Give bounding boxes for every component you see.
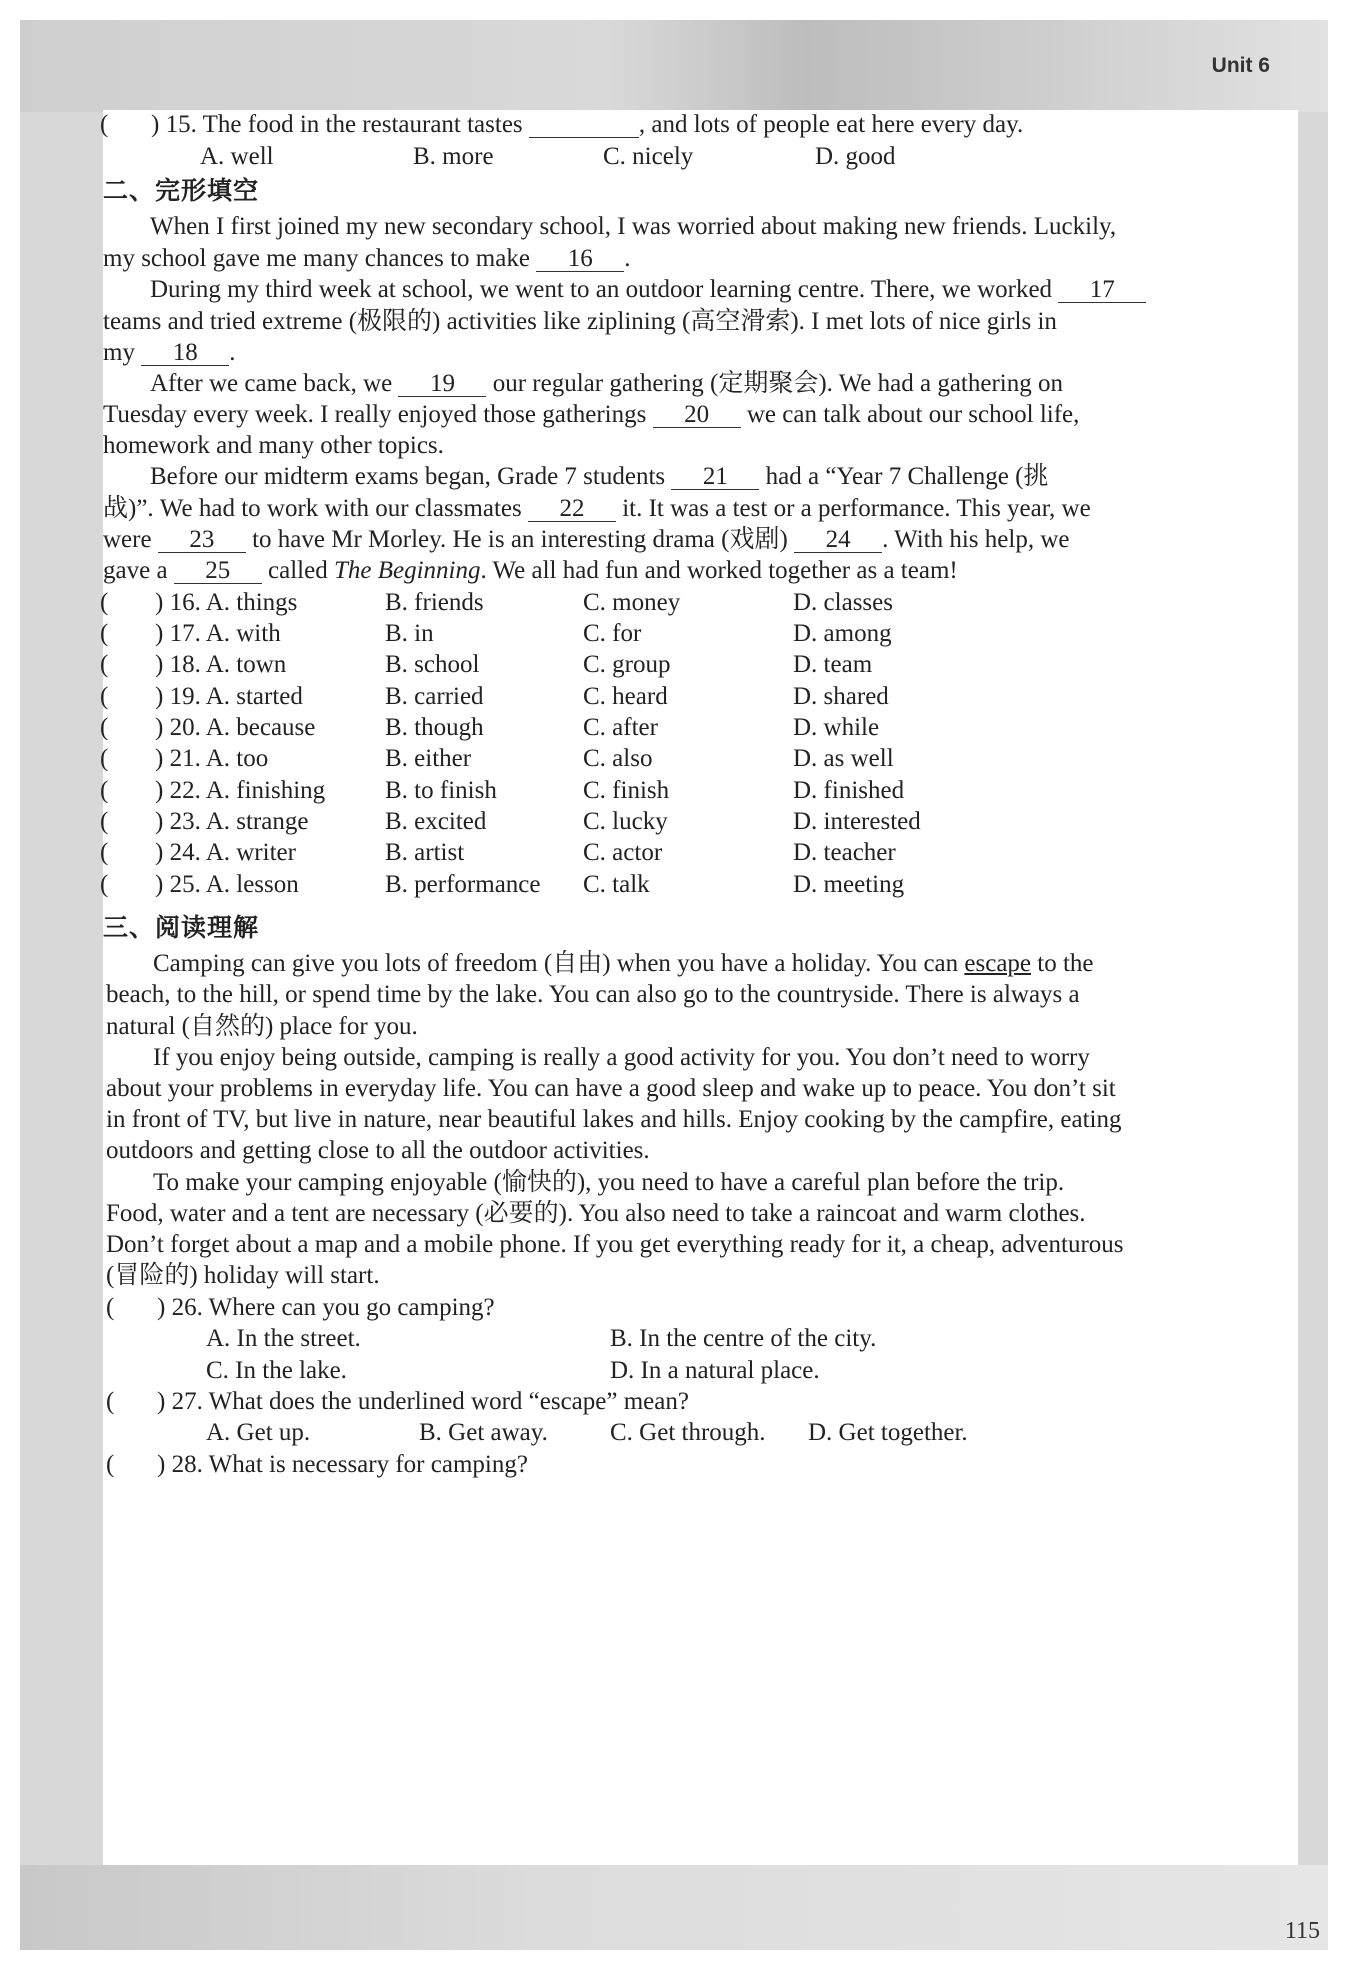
passage-line	[106, 1230, 1124, 1260]
option-b[interactable]: B. artist	[385, 839, 465, 866]
unit-label: Unit 6	[1211, 54, 1270, 77]
blank-number[interactable]: 22	[528, 497, 616, 522]
passage-line	[103, 338, 235, 368]
underlined-word: escape	[964, 950, 1032, 977]
header-band	[20, 20, 1328, 112]
option-d[interactable]: D. while	[793, 714, 880, 741]
option-c[interactable]: C. lucky	[583, 808, 668, 835]
question-27-options	[103, 1418, 1298, 1448]
option-a[interactable]: ) 18. A. town	[155, 651, 287, 678]
option-a[interactable]: ) 20. A. because	[155, 714, 316, 741]
blank-number[interactable]: 20	[653, 403, 741, 428]
question-26-options-2	[103, 1356, 1298, 1386]
cloze-question-row	[100, 838, 1298, 868]
footer-band	[20, 1865, 1328, 1950]
option-b[interactable]: B. carried	[385, 683, 484, 710]
option-b[interactable]: B. excited	[385, 808, 487, 835]
passage-text: Tuesday every week. I really enjoyed those gatherings	[103, 401, 653, 428]
option-c[interactable]: C. actor	[583, 839, 663, 866]
answer-paren[interactable]: (	[106, 1294, 115, 1321]
blank-number[interactable]: 16	[536, 247, 624, 272]
option-d[interactable]: D. meeting	[793, 871, 905, 898]
option-d[interactable]: D. classes	[793, 589, 893, 616]
passage-text: beach, to the hill, or spend time by the lake. You can also go to the countryside. There is always a	[106, 981, 1080, 1008]
option-c[interactable]: C. after	[583, 714, 658, 741]
passage-line	[153, 1043, 1090, 1073]
passage-text: teams and tried extreme (极限的) activities like ziplining (高空滑索). I met lots of nice girls in	[103, 308, 1057, 335]
option-d[interactable]: D. good	[815, 143, 896, 170]
option-c[interactable]: C. Get through.	[610, 1419, 766, 1446]
question-15-options	[103, 142, 1298, 172]
answer-paren[interactable]: (	[100, 651, 109, 678]
blank-number[interactable]: 23	[158, 528, 246, 553]
answer-blank[interactable]	[529, 113, 639, 138]
answer-paren[interactable]: (	[100, 745, 109, 772]
option-b[interactable]: B. school	[385, 651, 480, 678]
passage-text: Camping can give you lots of freedom (自由) when you have a holiday. You can	[153, 950, 965, 977]
passage-text: .	[624, 245, 631, 272]
answer-paren[interactable]: (	[106, 1388, 115, 1415]
cloze-question-row	[100, 744, 1298, 774]
passage-line	[103, 525, 1069, 555]
passage-text: to the	[1031, 950, 1094, 977]
stem-text: ) 15. The food in the restaurant tastes	[151, 111, 523, 138]
passage-text: we can talk about our school life,	[740, 401, 1080, 428]
option-a[interactable]: A. well	[200, 143, 274, 170]
blank-number[interactable]: 25	[174, 559, 262, 584]
cloze-question-row	[100, 619, 1298, 649]
passage-text: my school gave me many chances to make	[103, 245, 537, 272]
passage-text: my	[103, 339, 142, 366]
option-c[interactable]: C. talk	[583, 871, 650, 898]
option-d[interactable]: D. finished	[793, 777, 905, 804]
passage-text: Food, water and a tent are necessary (必要的). You also need to take a raincoat and warm clothes.	[106, 1200, 1086, 1227]
passage-line	[106, 980, 1080, 1010]
passage-text: it. It was a test or a performance. This year, we	[615, 495, 1091, 522]
answer-paren[interactable]: (	[100, 777, 109, 804]
answer-paren[interactable]: (	[100, 683, 109, 710]
passage-text: Don’t forget about a map and a mobile phone. If you get everything ready for it, a cheap, adventurous	[106, 1231, 1124, 1258]
answer-paren[interactable]: (	[100, 111, 109, 138]
question-stem	[151, 110, 1023, 140]
option-c[interactable]: C. for	[583, 620, 642, 647]
answer-paren[interactable]: (	[100, 589, 109, 616]
title-text: The Beginning	[333, 557, 481, 584]
cloze-question-row	[100, 807, 1298, 837]
passage-text: about your problems in everyday life. You can have a good sleep and wake up to peace. You don’t sit	[106, 1075, 1116, 1102]
passage-line	[106, 1199, 1086, 1229]
cloze-question-row	[100, 682, 1298, 712]
passage-text: (冒险的) holiday will start.	[106, 1262, 380, 1289]
passage-text: .	[229, 339, 236, 366]
passage-text: to have Mr Morley. He is an interesting drama (戏剧)	[245, 526, 795, 553]
option-c[interactable]: C. also	[583, 745, 653, 772]
passage-line	[106, 1012, 418, 1042]
passage-line	[150, 275, 1146, 305]
passage-line	[150, 369, 1063, 399]
passage-line	[150, 462, 1048, 492]
option-b[interactable]: B. In the centre of the city.	[610, 1325, 877, 1352]
answer-paren[interactable]: (	[100, 808, 109, 835]
option-a[interactable]: ) 25. A. lesson	[155, 871, 299, 898]
blank-number[interactable]: 18	[141, 341, 229, 366]
passage-line	[103, 494, 1091, 524]
question-26-options-1	[103, 1324, 1298, 1354]
option-a[interactable]: ) 21. A. too	[155, 745, 269, 772]
cloze-question-row	[100, 776, 1298, 806]
section-2-title: 二、完形填空	[103, 176, 260, 205]
option-c[interactable]: C. group	[583, 651, 671, 678]
option-c[interactable]: C. money	[583, 589, 681, 616]
passage-text: our regular gathering (定期聚会). We had a gathering on	[486, 370, 1063, 397]
question-stem: ) 26. Where can you go camping?	[157, 1294, 495, 1321]
answer-paren[interactable]: (	[100, 714, 109, 741]
cloze-question-row	[100, 588, 1298, 618]
option-b[interactable]: B. more	[413, 143, 494, 170]
blank-number[interactable]: 19	[398, 372, 486, 397]
option-a[interactable]: ) 17. A. with	[155, 620, 281, 647]
option-a[interactable]: A. In the street.	[206, 1325, 361, 1352]
option-d[interactable]: D. teacher	[793, 839, 896, 866]
passage-text: outdoors and getting close to all the outdoor activities.	[106, 1137, 650, 1164]
question-28	[103, 1450, 1298, 1480]
blank-number[interactable]: 21	[671, 465, 759, 490]
option-d[interactable]: D. as well	[793, 745, 894, 772]
page-number: 115	[1284, 1918, 1320, 1944]
option-c[interactable]: C. nicely	[603, 143, 694, 170]
passage-line	[150, 212, 1116, 242]
option-a[interactable]: A. Get up.	[206, 1419, 311, 1446]
passage-line	[103, 244, 630, 274]
option-b[interactable]: B. though	[385, 714, 484, 741]
answer-paren[interactable]: (	[106, 1451, 115, 1478]
passage-text: . With his help, we	[882, 526, 1070, 553]
worksheet-page	[100, 110, 1298, 1865]
cloze-question-row	[100, 650, 1298, 680]
option-c[interactable]: C. finish	[583, 777, 670, 804]
passage-line	[103, 307, 1057, 337]
passage-text: To make your camping enjoyable (愉快的), you need to have a careful plan before the trip.	[153, 1169, 1065, 1196]
option-a[interactable]: ) 23. A. strange	[155, 808, 309, 835]
passage-text: homework and many other topics.	[103, 432, 444, 459]
passage-line	[103, 400, 1079, 430]
option-a[interactable]: ) 19. A. started	[155, 683, 303, 710]
passage-text: had a “Year 7 Challenge (挑	[759, 463, 1049, 490]
option-a[interactable]: ) 22. A. finishing	[155, 777, 326, 804]
cloze-question-row	[100, 713, 1298, 743]
option-a[interactable]: ) 24. A. writer	[155, 839, 296, 866]
option-c[interactable]: C. In the lake.	[206, 1357, 347, 1384]
passage-text: During my third week at school, we went to an outdoor learning centre. There, we worked	[150, 276, 1059, 303]
passage-text: 战)”. We had to work with our classmates	[103, 495, 528, 522]
passage-text: Before our midterm exams began, Grade 7 students	[150, 463, 672, 490]
option-d[interactable]: D. team	[793, 651, 873, 678]
option-b[interactable]: B. performance	[385, 871, 541, 898]
passage-line	[153, 1168, 1064, 1198]
answer-paren[interactable]: (	[100, 839, 109, 866]
option-d[interactable]: D. among	[793, 620, 892, 647]
question-stem: ) 28. What is necessary for camping?	[157, 1451, 528, 1478]
option-d[interactable]: D. interested	[793, 808, 921, 835]
question-26	[103, 1293, 1298, 1323]
answer-paren[interactable]: (	[100, 620, 109, 647]
option-d[interactable]: D. Get together.	[808, 1419, 968, 1446]
passage-text: After we came back, we	[150, 370, 399, 397]
option-b[interactable]: B. either	[385, 745, 472, 772]
blank-number[interactable]: 17	[1058, 278, 1146, 303]
passage-line	[153, 949, 1094, 979]
option-b[interactable]: B. in	[385, 620, 434, 647]
passage-line	[106, 1074, 1116, 1104]
question-15	[100, 110, 1298, 140]
passage-text: natural (自然的) place for you.	[106, 1013, 418, 1040]
passage-text: were	[103, 526, 158, 553]
passage-text: called	[261, 557, 334, 584]
cloze-question-row	[100, 870, 1298, 900]
blank-number[interactable]: 24	[794, 528, 882, 553]
option-b[interactable]: B. friends	[385, 589, 484, 616]
option-d[interactable]: D. shared	[793, 683, 889, 710]
passage-line	[106, 1105, 1121, 1135]
passage-line	[103, 431, 444, 461]
option-c[interactable]: C. heard	[583, 683, 668, 710]
question-27	[103, 1387, 1298, 1417]
passage-text: . We all had fun and worked together as a team!	[480, 557, 958, 584]
passage-text: gave a	[103, 557, 174, 584]
passage-text: If you enjoy being outside, camping is really a good activity for you. You don’t need to worry	[153, 1044, 1090, 1071]
section-3-title: 三、阅读理解	[103, 913, 260, 942]
option-b[interactable]: B. to finish	[385, 777, 497, 804]
option-b[interactable]: B. Get away.	[419, 1419, 548, 1446]
option-a[interactable]: ) 16. A. things	[155, 589, 298, 616]
passage-line	[103, 556, 958, 586]
option-d[interactable]: D. In a natural place.	[610, 1357, 820, 1384]
stem-text: , and lots of people eat here every day.	[638, 111, 1024, 138]
passage-text: in front of TV, but live in nature, near beautiful lakes and hills. Enjoy cooking by the campfire, eating	[106, 1106, 1122, 1133]
answer-paren[interactable]: (	[100, 871, 109, 898]
passage-line	[106, 1261, 380, 1291]
question-stem: ) 27. What does the underlined word “escape” mean?	[157, 1388, 689, 1415]
passage-line	[106, 1136, 650, 1166]
passage-text: When I first joined my new secondary school, I was worried about making new friends. Luckily,	[150, 213, 1117, 240]
